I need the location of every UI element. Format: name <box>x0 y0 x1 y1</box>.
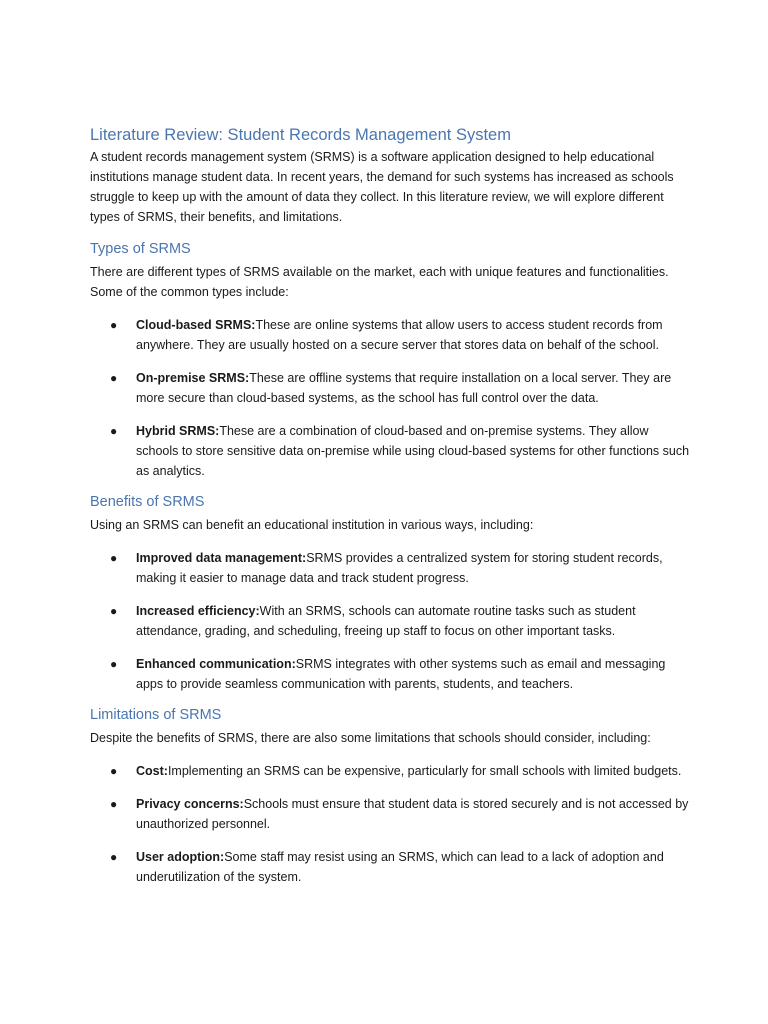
list-item <box>90 601 690 641</box>
bullet-icon: ● <box>110 604 118 618</box>
section-intro-types: There are different types of SRMS available on the market, each with unique features and functionalities. Some of the common types include: <box>90 265 669 299</box>
list-item-text: These are offline systems that require installation on a local server. They are more secure than cloud-based systems, as the school has full control over the data. <box>136 371 672 405</box>
list-item <box>90 421 690 481</box>
types-list <box>90 315 690 481</box>
list-item <box>90 368 690 408</box>
list-item <box>90 315 690 355</box>
list-item-text: Schools must ensure that student data is stored securely and is not accessed by unauthorized personnel. <box>136 797 689 831</box>
bullet-icon: ● <box>110 850 118 864</box>
bullet-icon: ● <box>110 371 118 385</box>
list-item-text: Some staff may resist using an SRMS, which can lead to a lack of adoption and underutilization of the system. <box>136 850 664 884</box>
list-item-text: With an SRMS, schools can automate routine tasks such as student attendance, grading, and scheduling, freeing up staff to focus on other important tasks. <box>136 604 636 638</box>
limitations-list <box>90 761 690 887</box>
list-item-term: Improved data management: <box>136 551 307 565</box>
list-item-term: Enhanced communication: <box>136 657 296 671</box>
document-page <box>90 124 690 898</box>
list-item-term: On-premise SRMS: <box>136 371 250 385</box>
list-item-term: Hybrid SRMS: <box>136 424 220 438</box>
list-item-term: Cost: <box>136 764 168 778</box>
list-item-text: These are a combination of cloud-based and on-premise systems. They allow schools to store sensitive data on-premise while using cloud-based systems for other functions such as analytics. <box>136 424 690 478</box>
benefits-list <box>90 548 690 694</box>
list-item-text: These are online systems that allow users to access student records from anywhere. They are usually hosted on a secure server that stores data on behalf of the school. <box>136 318 663 352</box>
bullet-icon: ● <box>110 424 118 438</box>
list-item-term: Cloud-based SRMS: <box>136 318 256 332</box>
list-item-text: Implementing an SRMS can be expensive, particularly for small schools with limited budgets. <box>167 764 682 778</box>
bullet-icon: ● <box>110 318 118 332</box>
list-item <box>90 654 690 694</box>
list-item <box>90 548 690 588</box>
section-heading-limitations: Limitations of SRMS <box>90 707 222 723</box>
section-heading-benefits: Benefits of SRMS <box>90 494 205 510</box>
list-item-term: Privacy concerns: <box>136 797 244 811</box>
document-title: Literature Review: Student Records Management System <box>90 126 511 144</box>
bullet-icon: ● <box>110 657 118 671</box>
intro-paragraph: A student records management system (SRMS) is a software application designed to help educational institutions manage student data. In recent years, the demand for such systems has increased as schools struggle to keep up with the amount of data they collect. In this literature review, we will explore different types of SRMS, their benefits, and limitations. <box>90 150 674 224</box>
bullet-icon: ● <box>110 551 118 565</box>
list-item-text: SRMS integrates with other systems such as email and messaging apps to provide seamless communication with parents, students, and teachers. <box>136 657 666 691</box>
bullet-icon: ● <box>110 797 118 811</box>
list-item-term: Increased efficiency: <box>136 604 260 618</box>
list-item <box>90 847 690 887</box>
list-item <box>90 794 690 834</box>
section-heading-types: Types of SRMS <box>90 241 191 257</box>
section-intro-benefits: Using an SRMS can benefit an educational institution in various ways, including: <box>90 518 534 532</box>
list-item-term: User adoption: <box>136 850 225 864</box>
list-item <box>90 761 690 781</box>
section-intro-limitations: Despite the benefits of SRMS, there are also some limitations that schools should consider, including: <box>90 731 651 745</box>
bullet-icon: ● <box>110 764 118 778</box>
list-item-text: SRMS provides a centralized system for storing student records, making it easier to manage data and track student progress. <box>136 551 663 585</box>
